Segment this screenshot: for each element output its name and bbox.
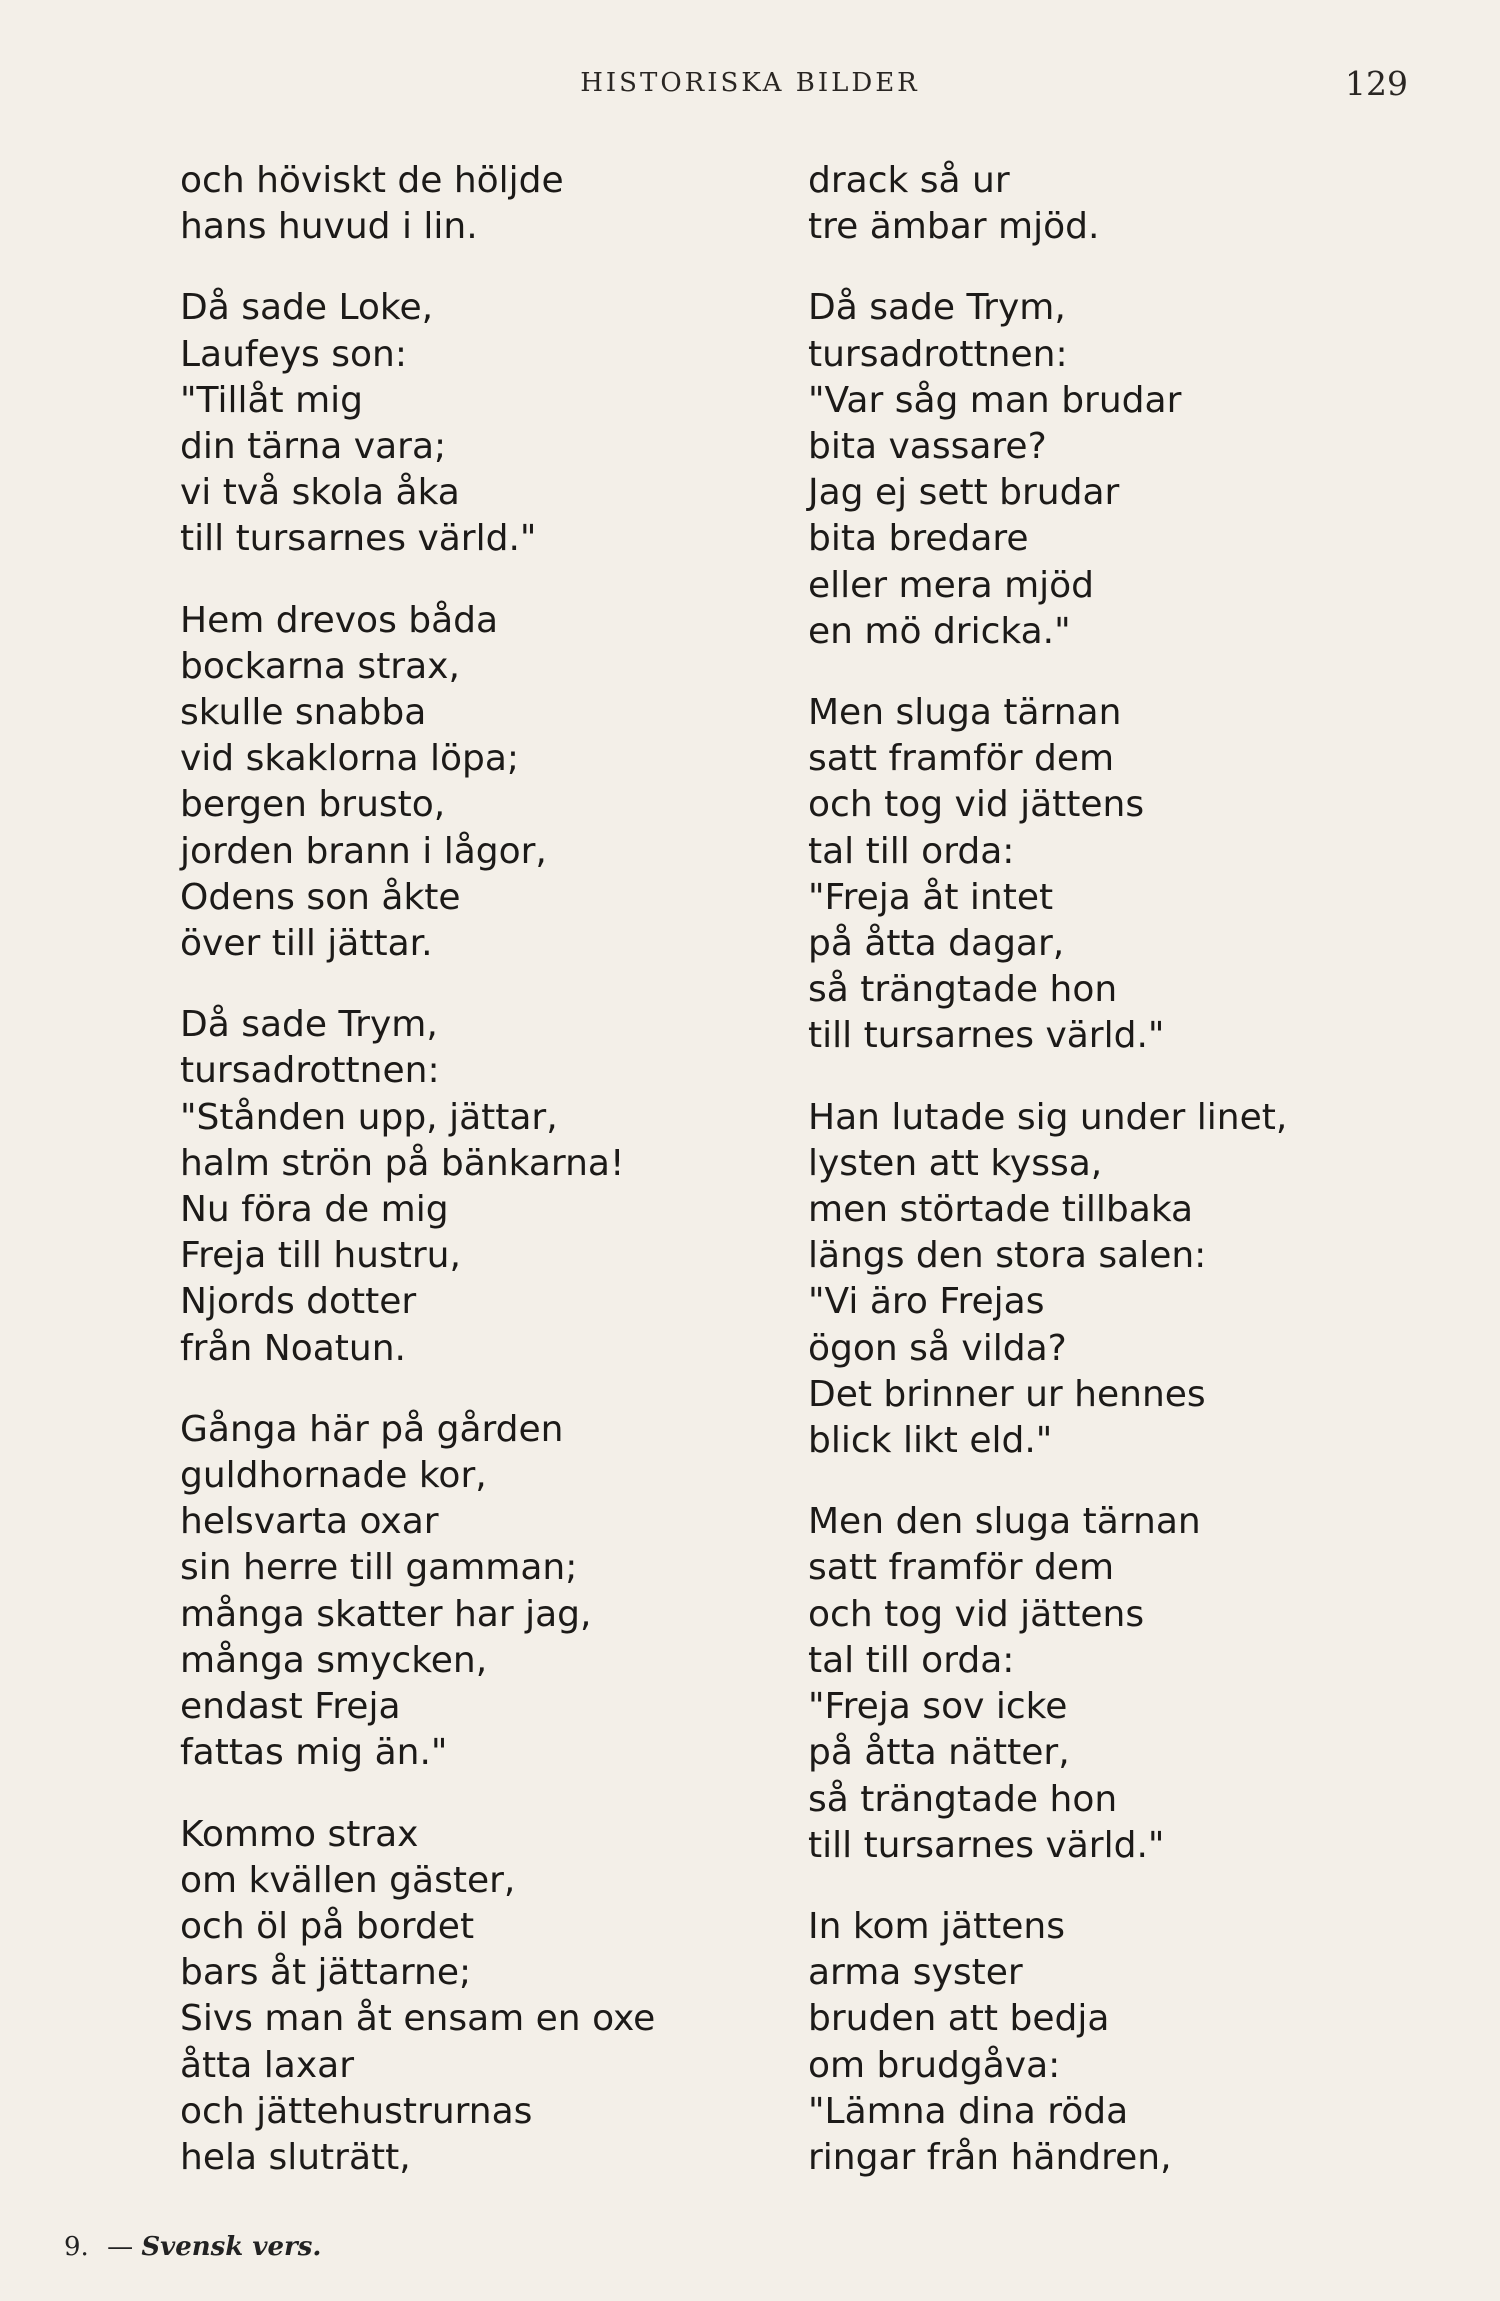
verse-line: halm strön på bänkarna! [180,1142,625,1184]
verse-line: Då sade Loke, [180,287,434,329]
verse-line: och höviskt de höljde [180,160,564,201]
verse-line: Nu föra de mig [180,1189,449,1231]
verse-line: Laufeys son: [180,333,407,375]
verse-line: jorden brann i lågor, [180,830,547,872]
verse-line: till tursarnes värld." [808,1824,1165,1866]
stanza [180,1002,780,1372]
verse-line: och tog vid jättens [808,784,1145,826]
verse-line: helsvarta oxar [180,1501,439,1543]
stanza [180,285,780,562]
verse-line: men störtade tillbaka [808,1189,1194,1231]
verse-line: om brudgåva: [808,2044,1061,2086]
verse-line: ringar från händren, [808,2136,1172,2178]
verse-line: Njords dotter [180,1281,417,1323]
verse-line: blick likt eld." [808,1420,1053,1462]
stanza [808,1095,1408,1465]
verse-line: hela sluträtt, [180,2136,411,2178]
verse-line: Jag ej sett brudar [808,472,1120,514]
stanza [180,598,780,968]
stanza [180,1812,780,2182]
verse-line: tursadrottnen: [180,1050,440,1092]
verse-line: tal till orda: [808,830,1015,872]
verse-line: bruden att bedja [808,1998,1110,2040]
verse-line: skulle snabba [180,692,427,734]
verse-line: Då sade Trym, [180,1004,438,1046]
verse-line: lysten att kyssa, [808,1142,1103,1184]
verse-line: längs den stora salen: [808,1235,1207,1277]
verse-line: en mö dricka." [808,610,1071,652]
verse-line: "Tillåt mig [180,379,363,421]
verse-line: Då sade Trym, [808,287,1066,329]
stanza [180,158,780,250]
poem-column-right [808,158,1408,2216]
stanza [808,158,1408,250]
verse-line: "Var såg man brudar [808,379,1182,421]
running-header: HISTORISKA BILDER [580,68,920,98]
verse-line: på åtta nätter, [808,1732,1070,1774]
verse-line: åtta laxar [180,2044,355,2086]
verse-line: endast Freja [180,1686,401,1728]
verse-line: Men sluga tärnan [808,692,1122,734]
verse-line: från Noatun. [180,1327,407,1369]
verse-line: tre ämbar mjöd. [808,206,1100,248]
verse-line: på åtta dagar, [808,923,1065,965]
verse-line: bita vassare? [808,426,1047,468]
verse-line: "Lämna dina röda [808,2090,1129,2132]
verse-line: satt framför dem [808,1547,1115,1589]
verse-line: "Vi äro Frejas [808,1281,1045,1323]
page-number: 129 [1345,64,1408,103]
stanza [808,1904,1408,2181]
verse-line: ögon så vilda? [808,1327,1067,1369]
verse-line: arma syster [808,1952,1023,1994]
verse-line: vid skaklorna löpa; [180,738,520,780]
verse-line: guldhornade kor, [180,1455,487,1497]
book-title: Svensk vers. [141,2232,322,2262]
verse-line: och öl på bordet [180,1905,475,1947]
verse-line: Hem drevos båda [180,599,499,641]
signature-footer [64,2232,321,2262]
verse-line: bergen brusto, [180,784,446,826]
signature-mark: 9. [64,2232,89,2262]
verse-line: bockarna strax, [180,645,460,687]
verse-line: många skatter har jag, [180,1593,592,1635]
verse-line: Gånga här på gården [180,1408,564,1450]
verse-line: över till jättar. [180,923,433,965]
verse-line: drack så ur [808,160,1010,201]
verse-line: tursadrottnen: [808,333,1068,375]
verse-line: till tursarnes värld." [808,1015,1165,1057]
verse-line: Kommo strax [180,1813,419,1855]
verse-line: och jättehustrurnas [180,2090,533,2132]
footer-dash: — [107,2232,134,2262]
verse-line: tal till orda: [808,1639,1015,1681]
verse-line: till tursarnes värld." [180,518,537,560]
verse-line: bita bredare [808,518,1029,560]
stanza [180,1407,780,1777]
verse-line: "Stånden upp, jättar, [180,1096,558,1138]
verse-line: så trängtade hon [808,1778,1118,1820]
verse-line: fattas mig än." [180,1732,448,1774]
poem-column-left [180,158,780,2216]
verse-line: sin herre till gamman; [180,1547,578,1589]
verse-line: Freja till hustru, [180,1235,461,1277]
stanza [808,285,1408,655]
verse-line: Men den sluga tärnan [808,1501,1201,1543]
verse-line: "Freja åt intet [808,876,1054,918]
verse-line: Han lutade sig under linet, [808,1096,1288,1138]
verse-line: bars åt jättarne; [180,1952,472,1994]
verse-line: "Freja sov icke [808,1686,1068,1728]
verse-line: och tog vid jättens [808,1593,1145,1635]
verse-line: om kvällen gäster, [180,1859,516,1901]
verse-line: Odens son åkte [180,876,461,918]
verse-line: eller mera mjöd [808,564,1095,606]
verse-line: Det brinner ur hennes [808,1373,1206,1415]
verse-line: många smycken, [180,1639,488,1681]
verse-line: hans huvud i lin. [180,206,478,248]
stanza [808,1499,1408,1869]
stanza [808,690,1408,1060]
verse-line: satt framför dem [808,738,1115,780]
verse-line: vi två skola åka [180,472,460,514]
verse-line: så trängtade hon [808,969,1118,1011]
verse-line: In kom jättens [808,1905,1065,1947]
verse-line: Sivs man åt ensam en oxe [180,1998,656,2040]
verse-line: din tärna vara; [180,426,447,468]
